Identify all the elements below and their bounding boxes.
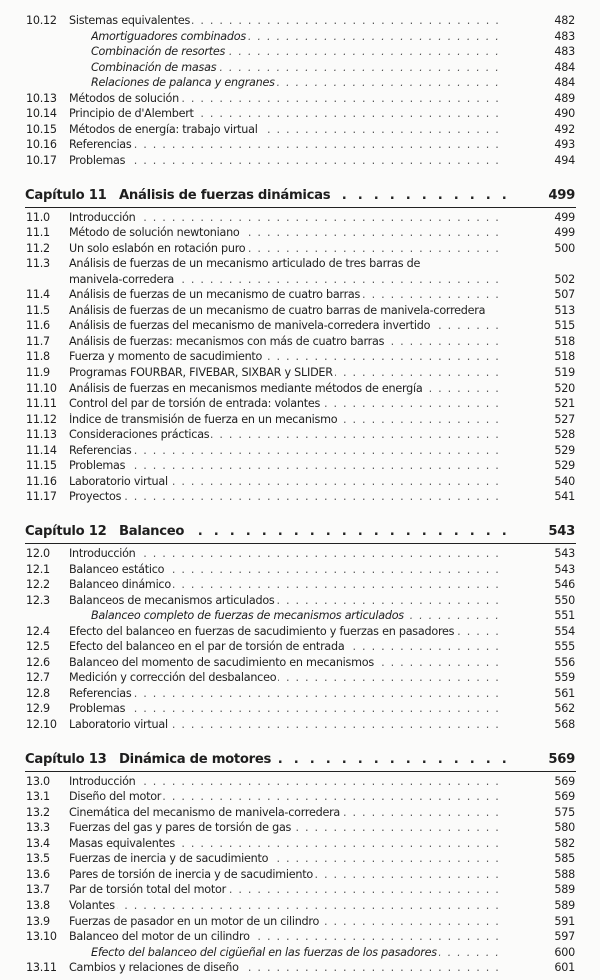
section-title-leader xyxy=(69,350,500,364)
section-number: 13.10 xyxy=(26,930,57,944)
chapter-divider xyxy=(25,543,576,544)
section-title: Cinemática del mecanismo de manivela-corredera xyxy=(69,805,341,819)
section-number: 11.12 xyxy=(26,412,57,426)
section-title-leader xyxy=(69,687,500,701)
section-title-leader xyxy=(91,45,500,59)
page-number: 556 xyxy=(554,655,575,669)
section-title-leader xyxy=(69,242,500,256)
page-number: 484 xyxy=(554,76,575,90)
section-title-leader xyxy=(69,319,500,333)
section-title-leader xyxy=(69,883,500,897)
section-title: Introducción xyxy=(69,774,136,788)
section-title-leader xyxy=(69,806,500,820)
chapter-title: Balanceo xyxy=(119,523,185,539)
section-title: Efecto del balanceo en el par de torsión de entrada xyxy=(69,640,345,654)
page-number: 562 xyxy=(554,702,575,716)
section-title: Balanceo completo de fuerzas de mecanismos articulados xyxy=(91,609,404,623)
section-title: Cambios y relaciones de diseño xyxy=(69,961,239,975)
toc-entry[interactable] xyxy=(0,718,600,732)
section-title-leader xyxy=(69,107,500,121)
page-number: 489 xyxy=(554,91,575,105)
section-title: Métodos de solución xyxy=(69,91,179,105)
page-number: 527 xyxy=(554,412,575,426)
page-number: 550 xyxy=(554,593,575,607)
toc-entry[interactable] xyxy=(0,154,600,168)
section-number: 10.14 xyxy=(26,107,57,121)
section-title-leader xyxy=(91,946,500,960)
page-number: 543 xyxy=(554,546,575,560)
toc-entry[interactable] xyxy=(0,837,600,851)
section-title: Fuerzas de inercia y de sacudimiento xyxy=(69,852,269,866)
toc-subentry[interactable] xyxy=(0,30,600,44)
section-title: Problemas xyxy=(69,459,126,473)
toc-subentry[interactable] xyxy=(0,61,600,75)
page-number: 519 xyxy=(554,366,575,379)
section-number: 11.0 xyxy=(26,210,50,224)
section-number: 13.11 xyxy=(26,961,57,975)
toc-entry[interactable] xyxy=(0,640,600,654)
section-title: Análisis de fuerzas de un mecanismo de cuatro barras xyxy=(69,288,361,302)
chapter-page-number: 569 xyxy=(548,751,575,767)
section-number: 11.2 xyxy=(26,241,50,255)
section-title: Análisis de fuerzas de un mecanismo articulado de tres barras de xyxy=(69,257,421,271)
toc-entry[interactable] xyxy=(0,899,600,913)
section-number: 11.16 xyxy=(26,474,57,488)
section-number: 11.13 xyxy=(26,428,57,442)
section-title-leader xyxy=(69,578,500,592)
toc-entry[interactable] xyxy=(0,852,600,866)
toc-entry[interactable] xyxy=(0,775,600,789)
section-number: 13.2 xyxy=(26,805,50,819)
chapter-title-leader xyxy=(119,751,510,769)
page-number: 492 xyxy=(554,122,575,136)
section-title-leader xyxy=(69,821,500,835)
section-number: 10.12 xyxy=(26,14,57,27)
section-number: 10.15 xyxy=(26,122,57,136)
page-number: 554 xyxy=(554,624,575,638)
section-title-leader xyxy=(69,490,500,504)
section-title: Métodos de energía: trabajo virtual xyxy=(69,122,258,136)
section-number: 12.1 xyxy=(26,562,50,576)
toc-entry[interactable] xyxy=(0,413,600,427)
section-title: Laboratorio virtual xyxy=(69,474,168,488)
toc-entry[interactable] xyxy=(0,382,600,396)
toc-entry[interactable] xyxy=(0,257,600,271)
toc-entry[interactable] xyxy=(0,490,600,504)
section-title-leader xyxy=(69,304,500,318)
toc-entry[interactable] xyxy=(0,350,600,364)
toc-entry[interactable] xyxy=(0,319,600,333)
toc-entry[interactable] xyxy=(0,821,600,835)
chapter-heading[interactable] xyxy=(0,523,600,541)
page-number: 601 xyxy=(554,961,575,975)
toc-entry[interactable] xyxy=(0,444,600,458)
section-title-leader xyxy=(69,335,500,349)
page-number: 597 xyxy=(554,930,575,944)
page-number: 540 xyxy=(554,474,575,488)
section-title: Consideraciones prácticas xyxy=(69,428,210,442)
chapter-heading[interactable] xyxy=(0,751,600,769)
section-number: 13.0 xyxy=(26,774,50,788)
section-title-leader xyxy=(69,899,500,913)
section-title: Fuerzas del gas y pares de torsión de gas xyxy=(69,821,292,835)
page-number: 518 xyxy=(554,350,575,364)
section-title: Masas equivalentes xyxy=(69,836,175,850)
section-number: 12.3 xyxy=(26,593,50,607)
toc-entry[interactable] xyxy=(0,397,600,411)
page-number: 515 xyxy=(554,319,575,333)
section-title-leader xyxy=(69,92,500,106)
section-title: Medición y corrección del desbalanceo xyxy=(69,671,277,685)
toc-entry[interactable] xyxy=(0,211,600,225)
section-title-leader xyxy=(69,930,500,944)
chapter-label: Capítulo 11 xyxy=(25,187,107,203)
toc-entry[interactable] xyxy=(0,547,600,561)
chapter-title-leader xyxy=(119,187,510,205)
page-number: 490 xyxy=(554,107,575,121)
toc-subentry[interactable] xyxy=(0,45,600,59)
page-number: 483 xyxy=(554,29,575,43)
section-title: Balanceo dinámico xyxy=(69,578,171,592)
section-number: 10.13 xyxy=(26,91,57,105)
section-title-leader xyxy=(69,366,500,380)
section-number: 11.15 xyxy=(26,459,57,473)
section-number: 11.9 xyxy=(26,366,50,379)
section-title: Análisis de fuerzas en mecanismos mediante métodos de energía xyxy=(69,381,423,395)
page-number: 591 xyxy=(554,914,575,928)
toc-entry[interactable] xyxy=(0,459,600,473)
page-number: 559 xyxy=(554,671,575,685)
toc-entry[interactable] xyxy=(0,578,600,592)
chapter-page-number: 543 xyxy=(548,523,575,539)
section-title: Fuerza y momento de sacudimiento xyxy=(69,350,263,364)
section-title-leader xyxy=(69,428,500,442)
section-title: Balanceos de mecanismos articulados xyxy=(69,593,275,607)
chapter-divider xyxy=(25,771,576,772)
toc-entry[interactable] xyxy=(0,594,600,608)
section-title-leader xyxy=(69,961,500,975)
toc-entry[interactable] xyxy=(0,687,600,701)
section-title: Principio de d'Alembert xyxy=(69,107,194,121)
toc-subentry[interactable] xyxy=(0,76,600,90)
page-number: 589 xyxy=(554,883,575,897)
toc-entry[interactable] xyxy=(0,107,600,121)
page-number: 546 xyxy=(554,578,575,592)
section-number: 11.8 xyxy=(26,350,50,364)
section-title-leader xyxy=(69,915,500,929)
section-title-leader xyxy=(91,61,500,75)
toc-entry[interactable] xyxy=(0,702,600,716)
page-number: 499 xyxy=(554,226,575,240)
chapter-title-leader xyxy=(119,523,510,541)
section-number: 11.4 xyxy=(26,288,50,302)
section-title-leader xyxy=(69,547,500,561)
page-number: 580 xyxy=(554,821,575,835)
section-title-leader xyxy=(69,671,500,685)
section-number: 13.8 xyxy=(26,898,50,912)
toc-entry[interactable] xyxy=(0,806,600,820)
section-title-leader xyxy=(91,76,500,90)
section-number: 11.6 xyxy=(26,319,50,333)
section-title: Introducción xyxy=(69,210,136,224)
section-title: Referencias xyxy=(69,443,132,457)
page-number: 483 xyxy=(554,45,575,59)
section-title: Sistemas equivalentes xyxy=(69,14,191,27)
page-number: 518 xyxy=(554,334,575,348)
section-number: 11.11 xyxy=(26,397,57,411)
section-title: Par de torsión total del motor xyxy=(69,883,226,897)
toc-entry[interactable] xyxy=(0,625,600,639)
section-number: 13.6 xyxy=(26,867,50,881)
page-number: 543 xyxy=(554,562,575,576)
section-title-leader xyxy=(69,413,500,427)
page-number: 585 xyxy=(554,852,575,866)
section-title: Efecto del balanceo del cigüeñal en las fuerzas de los pasadores xyxy=(91,945,437,959)
section-number: 11.7 xyxy=(26,334,50,348)
section-number: 12.2 xyxy=(26,578,50,592)
toc-entry[interactable] xyxy=(0,961,600,975)
section-title: Combinación de masas xyxy=(91,60,217,74)
page-number: 484 xyxy=(554,60,575,74)
section-title: Un solo eslabón en rotación puro xyxy=(69,241,246,255)
section-number: 12.5 xyxy=(26,640,50,654)
section-title-leader xyxy=(69,837,500,851)
section-title: Balanceo del motor de un cilindro xyxy=(69,930,250,944)
section-title: Efecto del balanceo en fuerzas de sacudimiento y fuerzas en pasadores xyxy=(69,624,455,638)
page-number: 589 xyxy=(554,898,575,912)
section-title-leader xyxy=(69,868,500,882)
section-number: 13.9 xyxy=(26,914,50,928)
section-number: 12.8 xyxy=(26,686,50,700)
section-number: 10.17 xyxy=(26,153,57,167)
section-number: 11.14 xyxy=(26,443,57,457)
toc-entry[interactable] xyxy=(0,242,600,256)
section-title: Balanceo del momento de sacudimiento en mecanismos xyxy=(69,655,374,669)
section-title-leader xyxy=(69,14,500,28)
page-number: 600 xyxy=(554,945,575,959)
page-number: 528 xyxy=(554,428,575,442)
section-title-leader xyxy=(69,397,500,411)
section-title: Índice de transmisión de fuerza en un mecanismo xyxy=(69,412,338,426)
toc-entry[interactable] xyxy=(0,671,600,685)
toc-entry[interactable] xyxy=(0,288,600,302)
section-title-leader xyxy=(69,123,500,137)
page-number: 482 xyxy=(554,14,575,27)
page-number: 588 xyxy=(554,867,575,881)
toc-entry[interactable] xyxy=(0,366,600,380)
page-number: 569 xyxy=(554,790,575,804)
page-number: 513 xyxy=(554,303,575,317)
toc-subentry[interactable] xyxy=(0,609,600,623)
page-number: 582 xyxy=(554,836,575,850)
section-title-leader xyxy=(91,30,500,44)
page-number: 529 xyxy=(554,443,575,457)
section-title-leader xyxy=(91,609,500,623)
section-title: Pares de torsión de inercia y de sacudimiento xyxy=(69,867,313,881)
section-title-leader xyxy=(69,625,500,639)
toc-entry[interactable] xyxy=(0,92,600,106)
toc-entry[interactable] xyxy=(0,14,600,28)
page-number: 502 xyxy=(554,272,575,286)
section-number: 11.1 xyxy=(26,226,50,240)
page-number: 555 xyxy=(554,640,575,654)
section-title: Referencias xyxy=(69,686,132,700)
section-number: 11.5 xyxy=(26,303,50,317)
toc-entry[interactable] xyxy=(0,475,600,489)
section-title-leader xyxy=(69,640,500,654)
section-title-leader xyxy=(69,656,500,670)
section-number: 12.4 xyxy=(26,624,50,638)
toc-entry[interactable] xyxy=(0,428,600,442)
section-title: Análisis de fuerzas: mecanismos con más de cuatro barras xyxy=(69,334,385,348)
toc-entry[interactable] xyxy=(0,915,600,929)
toc-entry[interactable] xyxy=(0,304,600,318)
chapter-title: Dinámica de motores xyxy=(119,751,272,767)
page-number: 499 xyxy=(554,210,575,224)
section-title-leader xyxy=(69,790,500,804)
section-title-leader xyxy=(69,475,500,489)
section-title-leader xyxy=(69,226,500,240)
section-title-leader xyxy=(69,257,500,271)
section-number: 13.4 xyxy=(26,836,50,850)
page-number: 551 xyxy=(554,609,575,623)
section-title-leader xyxy=(69,138,500,152)
section-title: Balanceo estático xyxy=(69,562,165,576)
chapter-label: Capítulo 12 xyxy=(25,523,107,539)
section-title: Análisis de fuerzas del mecanismo de manivela-corredera invertido xyxy=(69,319,431,333)
section-number: 12.7 xyxy=(26,671,50,685)
section-title: Control del par de torsión de entrada: volantes xyxy=(69,397,321,411)
section-title: Combinación de resortes xyxy=(91,45,226,59)
chapter-page-number: 499 xyxy=(548,187,575,203)
section-title: Referencias xyxy=(69,138,132,152)
section-title-leader xyxy=(69,775,500,789)
toc-entry[interactable] xyxy=(0,656,600,670)
section-number: 12.10 xyxy=(26,718,57,731)
page-number: 494 xyxy=(554,153,575,167)
section-title: Problemas xyxy=(69,702,126,716)
section-title: Análisis de fuerzas de un mecanismo de cuatro barras de manivela-corredera xyxy=(69,303,486,317)
toc-entry[interactable] xyxy=(0,226,600,240)
section-title: Volantes xyxy=(69,898,115,912)
section-title: Introducción xyxy=(69,546,136,560)
page-number: 521 xyxy=(554,397,575,411)
page-number: 520 xyxy=(554,381,575,395)
section-number: 13.5 xyxy=(26,852,50,866)
chapter-title: Análisis de fuerzas dinámicas xyxy=(119,187,331,203)
toc-entry[interactable] xyxy=(0,123,600,137)
chapter-divider xyxy=(25,207,576,208)
section-number: 12.9 xyxy=(26,702,50,716)
section-number: 13.7 xyxy=(26,883,50,897)
section-number: 12.6 xyxy=(26,655,50,669)
toc-entry[interactable] xyxy=(0,335,600,349)
page-number: 569 xyxy=(554,774,575,788)
page-number: 500 xyxy=(554,241,575,255)
page-number: 561 xyxy=(554,686,575,700)
chapter-heading[interactable] xyxy=(0,187,600,205)
page-number: 575 xyxy=(554,805,575,819)
toc-entry[interactable] xyxy=(0,930,600,944)
section-number: 11.3 xyxy=(26,257,50,271)
toc-entry[interactable] xyxy=(0,883,600,897)
section-title-leader xyxy=(69,563,500,577)
toc-entry[interactable] xyxy=(0,563,600,577)
section-title-leader xyxy=(69,211,500,225)
page-number: 541 xyxy=(554,490,575,504)
section-title-leader xyxy=(69,273,500,287)
section-number: 12.0 xyxy=(26,546,50,560)
section-title: Laboratorio virtual xyxy=(69,718,168,731)
toc-entry[interactable] xyxy=(0,273,600,287)
section-title-leader xyxy=(69,459,500,473)
page-number: 529 xyxy=(554,459,575,473)
section-title: manivela-corredera xyxy=(69,272,175,286)
toc-subentry[interactable] xyxy=(0,946,600,960)
section-title-leader xyxy=(69,718,500,732)
page-number: 568 xyxy=(554,718,575,731)
section-title-leader xyxy=(69,702,500,716)
section-title: Método de solución newtoniano xyxy=(69,226,240,240)
section-title: Relaciones de palanca y engranes xyxy=(91,76,275,90)
page-number: 493 xyxy=(554,138,575,152)
chapter-label: Capítulo 13 xyxy=(25,751,107,767)
section-title: Diseño del motor xyxy=(69,790,162,804)
section-title-leader xyxy=(69,444,500,458)
section-number: 11.17 xyxy=(26,490,57,504)
section-number: 13.3 xyxy=(26,821,50,835)
section-title: Programas FOURBAR, FIVEBAR, SIXBAR y SLIDER xyxy=(69,366,333,379)
toc-entry[interactable] xyxy=(0,790,600,804)
section-title-leader xyxy=(69,154,500,168)
section-number: 13.1 xyxy=(26,790,50,804)
page-number: 507 xyxy=(554,288,575,302)
toc-entry[interactable] xyxy=(0,138,600,152)
section-title-leader xyxy=(69,852,500,866)
section-number: 11.10 xyxy=(26,381,57,395)
toc-entry[interactable] xyxy=(0,868,600,882)
section-number: 10.16 xyxy=(26,138,57,152)
section-title: Fuerzas de pasador en un motor de un cilindro xyxy=(69,914,320,928)
section-title-leader xyxy=(69,594,500,608)
section-title-leader xyxy=(69,382,500,396)
section-title: Problemas xyxy=(69,153,126,167)
section-title: Proyectos xyxy=(69,490,122,504)
section-title-leader xyxy=(69,288,500,302)
section-title: Amortiguadores combinados xyxy=(91,29,246,43)
